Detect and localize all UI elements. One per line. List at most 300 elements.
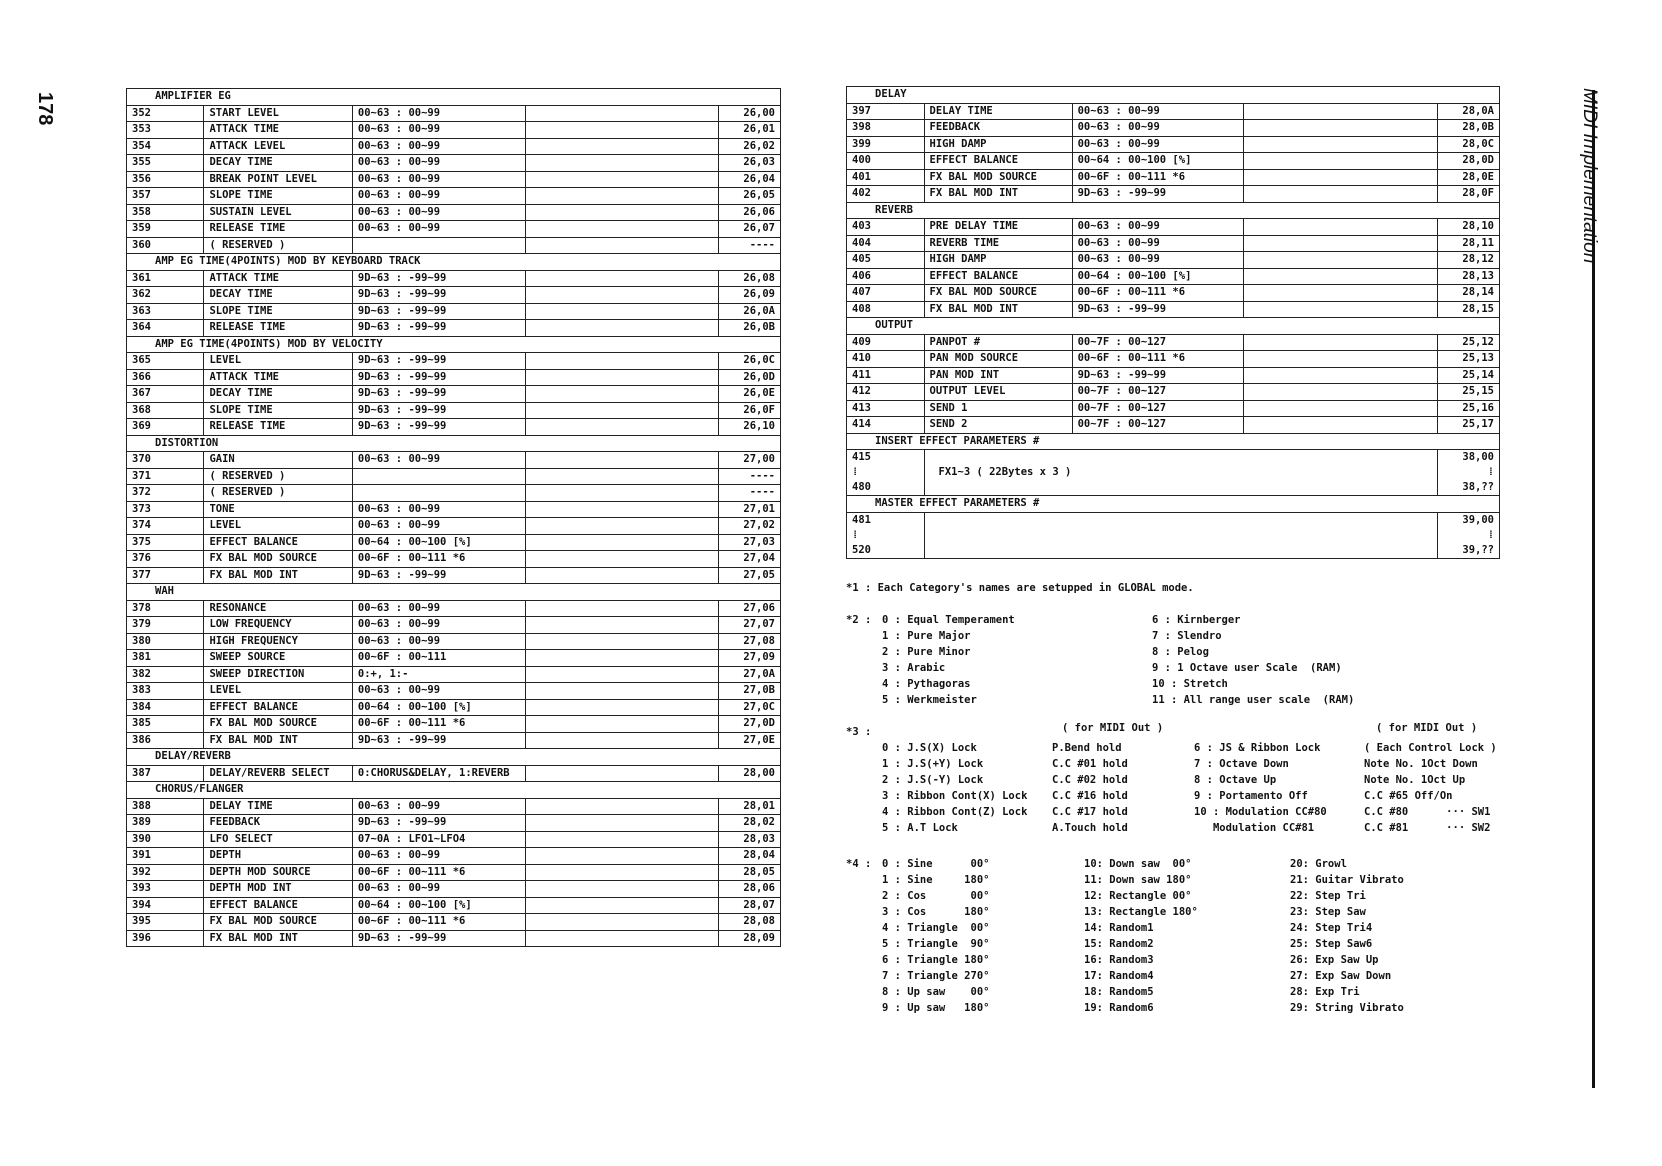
param-name: DELAY TIME <box>924 103 1072 120</box>
note-item: 9 : Portamento Off <box>1194 790 1308 802</box>
param-range: 0:CHORUS&DELAY, 1:REVERB <box>352 765 525 782</box>
param-number: 381 <box>127 650 204 667</box>
table-row <box>847 153 1500 170</box>
param-address: 38,?? <box>1462 481 1494 493</box>
param-number-range <box>847 450 925 496</box>
param-number: 388 <box>127 798 204 815</box>
param-name: SEND 2 <box>924 417 1072 434</box>
note-3-label: *3 : <box>846 726 872 738</box>
param-range: 00~6F : 00~111 *6 <box>352 914 525 931</box>
section-title: OUTPUT <box>847 318 1500 335</box>
param-number: 403 <box>847 219 925 236</box>
table-row <box>127 237 781 254</box>
section-title: MASTER EFFECT PARAMETERS # <box>847 496 1500 513</box>
note-item: Note No. 1Oct Up <box>1364 774 1466 786</box>
param-number: 392 <box>127 864 204 881</box>
param-blank <box>525 732 718 749</box>
section-title: DELAY/REVERB <box>127 749 781 766</box>
note-item: 15: Random2 <box>1084 938 1154 950</box>
param-number: 373 <box>127 501 204 518</box>
section-title: WAH <box>127 584 781 601</box>
param-name: EFFECT BALANCE <box>204 897 352 914</box>
param-range: 9D~63 : -99~99 <box>352 930 525 947</box>
param-name: LEVEL <box>204 353 352 370</box>
param-address: 28,14 <box>1437 285 1499 302</box>
param-address: 27,08 <box>718 633 780 650</box>
param-number: 354 <box>127 138 204 155</box>
param-blank <box>525 237 718 254</box>
param-number: 364 <box>127 320 204 337</box>
note-item: 26: Exp Saw Up <box>1290 954 1379 966</box>
param-name: LEVEL <box>204 518 352 535</box>
param-range: 9D~63 : -99~99 <box>352 369 525 386</box>
param-range: 00~63 : 00~99 <box>352 155 525 172</box>
table-row <box>127 155 781 172</box>
param-range: 00~64 : 00~100 [%] <box>352 534 525 551</box>
param-number: 400 <box>847 153 925 170</box>
section-row <box>847 202 1500 219</box>
param-range: 9D~63 : -99~99 <box>352 287 525 304</box>
table-row <box>127 914 781 931</box>
param-range <box>352 237 525 254</box>
param-name: LOW FREQUENCY <box>204 617 352 634</box>
param-blank <box>1244 301 1437 318</box>
param-name: DELAY/REVERB SELECT <box>204 765 352 782</box>
param-name: FX BAL MOD SOURCE <box>924 285 1072 302</box>
table-row <box>127 650 781 667</box>
param-address: 28,01 <box>718 798 780 815</box>
param-number: 369 <box>127 419 204 436</box>
table-row <box>847 450 1500 496</box>
param-name: LEVEL <box>204 683 352 700</box>
table-row <box>127 815 781 832</box>
page-number: 178 <box>34 92 56 126</box>
param-range: 00~63 : 00~99 <box>352 633 525 650</box>
param-name: EFFECT BALANCE <box>204 699 352 716</box>
note-item: 10 : Modulation CC#80 <box>1194 806 1327 818</box>
param-number: 362 <box>127 287 204 304</box>
param-name: ATTACK TIME <box>204 270 352 287</box>
param-name: SWEEP SOURCE <box>204 650 352 667</box>
note-item: C.C #16 hold <box>1052 790 1128 802</box>
param-number: ⁞ <box>852 528 859 541</box>
note-item: C.C #81 ··· SW2 <box>1364 822 1491 834</box>
param-number: 378 <box>127 600 204 617</box>
param-address: 25,17 <box>1437 417 1499 434</box>
section-row <box>127 584 781 601</box>
param-range: 00~63 : 00~99 <box>352 204 525 221</box>
param-address-range <box>1437 512 1499 558</box>
note-item: 11 : All range user scale (RAM) <box>1152 694 1355 706</box>
note-3-header-a: ( for MIDI Out ) <box>1062 722 1164 734</box>
param-number: 372 <box>127 485 204 502</box>
param-name: DECAY TIME <box>204 386 352 403</box>
table-row <box>127 600 781 617</box>
param-number: 375 <box>127 534 204 551</box>
param-number: 383 <box>127 683 204 700</box>
table-row <box>127 798 781 815</box>
param-blank <box>525 815 718 832</box>
param-number: 359 <box>127 221 204 238</box>
param-blank <box>525 122 718 139</box>
table-row <box>847 367 1500 384</box>
param-name: FX BAL MOD INT <box>924 186 1072 203</box>
param-blank <box>525 369 718 386</box>
param-number: 358 <box>127 204 204 221</box>
param-range: 00~63 : 00~99 <box>352 518 525 535</box>
param-name: FEEDBACK <box>204 815 352 832</box>
note-item: 16: Random3 <box>1084 954 1154 966</box>
note-item: 21: Guitar Vibrato <box>1290 874 1404 886</box>
param-blank <box>1244 136 1437 153</box>
table-row <box>847 136 1500 153</box>
param-range: 9D~63 : -99~99 <box>352 402 525 419</box>
param-address: 28,09 <box>718 930 780 947</box>
param-range: 00~63 : 00~99 <box>1072 103 1244 120</box>
note-item: 3 : Ribbon Cont(X) Lock <box>882 790 1028 802</box>
section-title: DISTORTION <box>127 435 781 452</box>
param-address: 27,06 <box>718 600 780 617</box>
param-address: 28,03 <box>718 831 780 848</box>
param-name: SLOPE TIME <box>204 188 352 205</box>
param-address: 26,06 <box>718 204 780 221</box>
note-item: 1 : Sine 180° <box>882 874 990 886</box>
table-row <box>127 320 781 337</box>
table-row <box>127 617 781 634</box>
note-4-col2 <box>1084 858 1198 1018</box>
table-row <box>127 287 781 304</box>
param-range: 00~63 : 00~99 <box>352 171 525 188</box>
section-row <box>127 336 781 353</box>
param-address: 26,03 <box>718 155 780 172</box>
param-number: 481 <box>852 513 871 526</box>
note-item: 4 : Ribbon Cont(Z) Lock <box>882 806 1028 818</box>
param-name: DECAY TIME <box>204 155 352 172</box>
param-range: 00~63 : 00~99 <box>352 848 525 865</box>
param-blank <box>525 270 718 287</box>
param-name: SLOPE TIME <box>204 303 352 320</box>
param-blank <box>1244 351 1437 368</box>
param-address: ⁞ <box>1487 528 1494 541</box>
param-name: EFFECT BALANCE <box>924 268 1072 285</box>
section-row <box>127 749 781 766</box>
param-address: 39,00 <box>1462 513 1494 526</box>
section-row <box>847 87 1500 104</box>
param-address: 26,00 <box>718 105 780 122</box>
param-blank <box>1244 219 1437 236</box>
param-number: 374 <box>127 518 204 535</box>
param-blank <box>1244 235 1437 252</box>
table-row <box>127 864 781 881</box>
param-range: 00~63 : 00~99 <box>352 600 525 617</box>
table-row <box>127 765 781 782</box>
note-item: 1 : J.S(+Y) Lock <box>882 758 984 770</box>
table-row <box>127 567 781 584</box>
param-name: SUSTAIN LEVEL <box>204 204 352 221</box>
note-3-col3 <box>1194 742 1327 838</box>
param-number: 360 <box>127 237 204 254</box>
param-range: 00~6F : 00~111 *6 <box>1072 169 1244 186</box>
param-number: 363 <box>127 303 204 320</box>
param-range: 00~6F : 00~111 <box>352 650 525 667</box>
param-address: 26,0F <box>718 402 780 419</box>
param-range: 00~63 : 00~99 <box>352 683 525 700</box>
param-address: ---- <box>718 485 780 502</box>
param-blank <box>1244 285 1437 302</box>
note-item: 2 : Pure Minor <box>882 646 971 658</box>
section-row <box>127 89 781 106</box>
table-row <box>127 353 781 370</box>
param-blank <box>525 402 718 419</box>
note-item: 8 : Octave Up <box>1194 774 1277 786</box>
param-blank <box>525 204 718 221</box>
param-address: 28,04 <box>718 848 780 865</box>
param-blank <box>1244 252 1437 269</box>
param-blank <box>1244 169 1437 186</box>
param-number: 410 <box>847 351 925 368</box>
param-range: 00~7F : 00~127 <box>1072 334 1244 351</box>
section-title: CHORUS/FLANGER <box>127 782 781 799</box>
note-item: 3 : Arabic <box>882 662 946 674</box>
param-number: 396 <box>127 930 204 947</box>
param-address: 27,0C <box>718 699 780 716</box>
note-item: C.C #17 hold <box>1052 806 1128 818</box>
param-name: RELEASE TIME <box>204 320 352 337</box>
param-address: 26,0E <box>718 386 780 403</box>
param-name: START LEVEL <box>204 105 352 122</box>
param-address: 27,01 <box>718 501 780 518</box>
param-number: 385 <box>127 716 204 733</box>
table-row <box>847 334 1500 351</box>
param-range <box>352 485 525 502</box>
param-name: REVERB TIME <box>924 235 1072 252</box>
section-row <box>847 318 1500 335</box>
note-item: 0 : Equal Temperament <box>882 614 1015 626</box>
param-address: 25,13 <box>1437 351 1499 368</box>
note-item: 6 : Kirnberger <box>1152 614 1241 626</box>
side-title: MIDI Implementation <box>1579 88 1600 264</box>
table-row <box>127 138 781 155</box>
table-row <box>127 666 781 683</box>
table-row <box>847 219 1500 236</box>
param-blank <box>525 287 718 304</box>
param-number: 413 <box>847 400 925 417</box>
param-address: 27,0E <box>718 732 780 749</box>
param-range: 9D~63 : -99~99 <box>352 815 525 832</box>
param-range: 00~63 : 00~99 <box>1072 219 1244 236</box>
param-address: 28,00 <box>718 765 780 782</box>
param-blank <box>1244 334 1437 351</box>
param-range: 9D~63 : -99~99 <box>1072 186 1244 203</box>
param-range: 00~6F : 00~111 *6 <box>352 551 525 568</box>
param-blank <box>525 765 718 782</box>
note-item: 13: Rectangle 180° <box>1084 906 1198 918</box>
param-number: 379 <box>127 617 204 634</box>
param-number: 365 <box>127 353 204 370</box>
table-row <box>847 235 1500 252</box>
param-name: FX BAL MOD SOURCE <box>924 169 1072 186</box>
param-address: 28,07 <box>718 897 780 914</box>
param-address: 28,13 <box>1437 268 1499 285</box>
param-address: 28,08 <box>718 914 780 931</box>
param-address: ---- <box>718 468 780 485</box>
param-blank <box>525 155 718 172</box>
param-blank <box>525 617 718 634</box>
param-address: 28,05 <box>718 864 780 881</box>
param-number: 407 <box>847 285 925 302</box>
note-item: 2 : Cos 00° <box>882 890 990 902</box>
param-address: 26,07 <box>718 221 780 238</box>
param-name: ( RESERVED ) <box>204 485 352 502</box>
table-row <box>127 732 781 749</box>
param-name: FX BAL MOD INT <box>204 732 352 749</box>
param-number: 480 <box>852 481 871 493</box>
table-row <box>127 897 781 914</box>
section-title: AMPLIFIER EG <box>127 89 781 106</box>
param-name: ATTACK TIME <box>204 122 352 139</box>
param-blank <box>525 848 718 865</box>
table-row <box>127 468 781 485</box>
table-row <box>127 270 781 287</box>
param-name: SLOPE TIME <box>204 402 352 419</box>
param-number: 408 <box>847 301 925 318</box>
table-row <box>127 633 781 650</box>
param-address: 28,12 <box>1437 252 1499 269</box>
param-address: 26,10 <box>718 419 780 436</box>
note-3-col2 <box>1052 742 1128 838</box>
param-name: RELEASE TIME <box>204 221 352 238</box>
param-address: 28,0D <box>1437 153 1499 170</box>
param-number: 361 <box>127 270 204 287</box>
param-address: 26,02 <box>718 138 780 155</box>
param-name: FX BAL MOD SOURCE <box>204 551 352 568</box>
param-number: 387 <box>127 765 204 782</box>
param-range: 00~7F : 00~127 <box>1072 400 1244 417</box>
param-number: 386 <box>127 732 204 749</box>
param-address: 28,15 <box>1437 301 1499 318</box>
param-blank <box>525 716 718 733</box>
param-name: BREAK POINT LEVEL <box>204 171 352 188</box>
note-3-header-b: ( for MIDI Out ) <box>1376 722 1478 734</box>
note-3-col4 <box>1364 742 1497 838</box>
param-blank <box>525 914 718 931</box>
param-address: 26,09 <box>718 287 780 304</box>
param-address: 27,03 <box>718 534 780 551</box>
param-number: 412 <box>847 384 925 401</box>
note-item: 29: String Vibrato <box>1290 1002 1404 1014</box>
section-row <box>127 782 781 799</box>
param-number: 382 <box>127 666 204 683</box>
param-range: 00~63 : 00~99 <box>352 798 525 815</box>
table-row <box>847 384 1500 401</box>
param-number: 356 <box>127 171 204 188</box>
param-blank <box>525 683 718 700</box>
param-number: 380 <box>127 633 204 650</box>
table-row <box>847 120 1500 137</box>
param-number: 353 <box>127 122 204 139</box>
note-item: 4 : Pythagoras <box>882 678 971 690</box>
param-range: 00~63 : 00~99 <box>352 122 525 139</box>
note-1: *1 : Each Category's names are setupped in GLOBAL mode. <box>846 582 1194 594</box>
param-address: 27,0D <box>718 716 780 733</box>
note-item: 0 : Sine 00° <box>882 858 990 870</box>
param-range: 9D~63 : -99~99 <box>352 419 525 436</box>
param-blank <box>525 188 718 205</box>
param-blank <box>525 386 718 403</box>
param-address: 25,16 <box>1437 400 1499 417</box>
param-address: 28,0E <box>1437 169 1499 186</box>
param-number: 404 <box>847 235 925 252</box>
param-name: PANPOT # <box>924 334 1072 351</box>
param-blank <box>525 864 718 881</box>
note-4-col1 <box>882 858 989 1018</box>
param-number: 393 <box>127 881 204 898</box>
table-row <box>127 518 781 535</box>
note-item: 5 : Werkmeister <box>882 694 977 706</box>
param-number: 405 <box>847 252 925 269</box>
param-blank <box>525 633 718 650</box>
note-item: 8 : Pelog <box>1152 646 1209 658</box>
section-row <box>127 435 781 452</box>
param-blank <box>525 518 718 535</box>
param-blank <box>525 881 718 898</box>
param-address: 26,0C <box>718 353 780 370</box>
param-number: 395 <box>127 914 204 931</box>
note-3-col1 <box>882 742 1027 838</box>
note-item: 6 : JS & Ribbon Lock <box>1194 742 1321 754</box>
param-name: PAN MOD SOURCE <box>924 351 1072 368</box>
param-name: SWEEP DIRECTION <box>204 666 352 683</box>
param-number: 377 <box>127 567 204 584</box>
param-name: PAN MOD INT <box>924 367 1072 384</box>
note-item: 5 : A.T Lock <box>882 822 958 834</box>
table-row <box>127 485 781 502</box>
param-number: 394 <box>127 897 204 914</box>
note-item: 18: Random5 <box>1084 986 1154 998</box>
param-blank <box>1244 417 1437 434</box>
table-row <box>847 400 1500 417</box>
param-address: 28,0A <box>1437 103 1499 120</box>
param-blank <box>525 353 718 370</box>
param-address: 28,11 <box>1437 235 1499 252</box>
param-address: 26,04 <box>718 171 780 188</box>
param-blank <box>525 600 718 617</box>
param-number: 370 <box>127 452 204 469</box>
table-row <box>127 683 781 700</box>
table-row <box>127 402 781 419</box>
param-blank <box>1244 120 1437 137</box>
param-blank <box>525 138 718 155</box>
note-item: 23: Step Saw <box>1290 906 1366 918</box>
note-item: Note No. 1Oct Down <box>1364 758 1478 770</box>
param-blank <box>525 567 718 584</box>
param-name: FX BAL MOD INT <box>204 930 352 947</box>
param-address: 25,15 <box>1437 384 1499 401</box>
param-blank <box>525 831 718 848</box>
param-range: 00~64 : 00~100 [%] <box>1072 268 1244 285</box>
param-address: 26,0A <box>718 303 780 320</box>
note-2-left-list <box>882 614 1015 710</box>
param-name: DECAY TIME <box>204 287 352 304</box>
note-item: Modulation CC#81 <box>1194 822 1315 834</box>
param-range: 9D~63 : -99~99 <box>352 567 525 584</box>
note-item: C.C #02 hold <box>1052 774 1128 786</box>
param-blank <box>1244 400 1437 417</box>
table-row <box>127 419 781 436</box>
param-name: FX BAL MOD INT <box>924 301 1072 318</box>
table-row <box>847 301 1500 318</box>
param-range: 00~7F : 00~127 <box>1072 384 1244 401</box>
